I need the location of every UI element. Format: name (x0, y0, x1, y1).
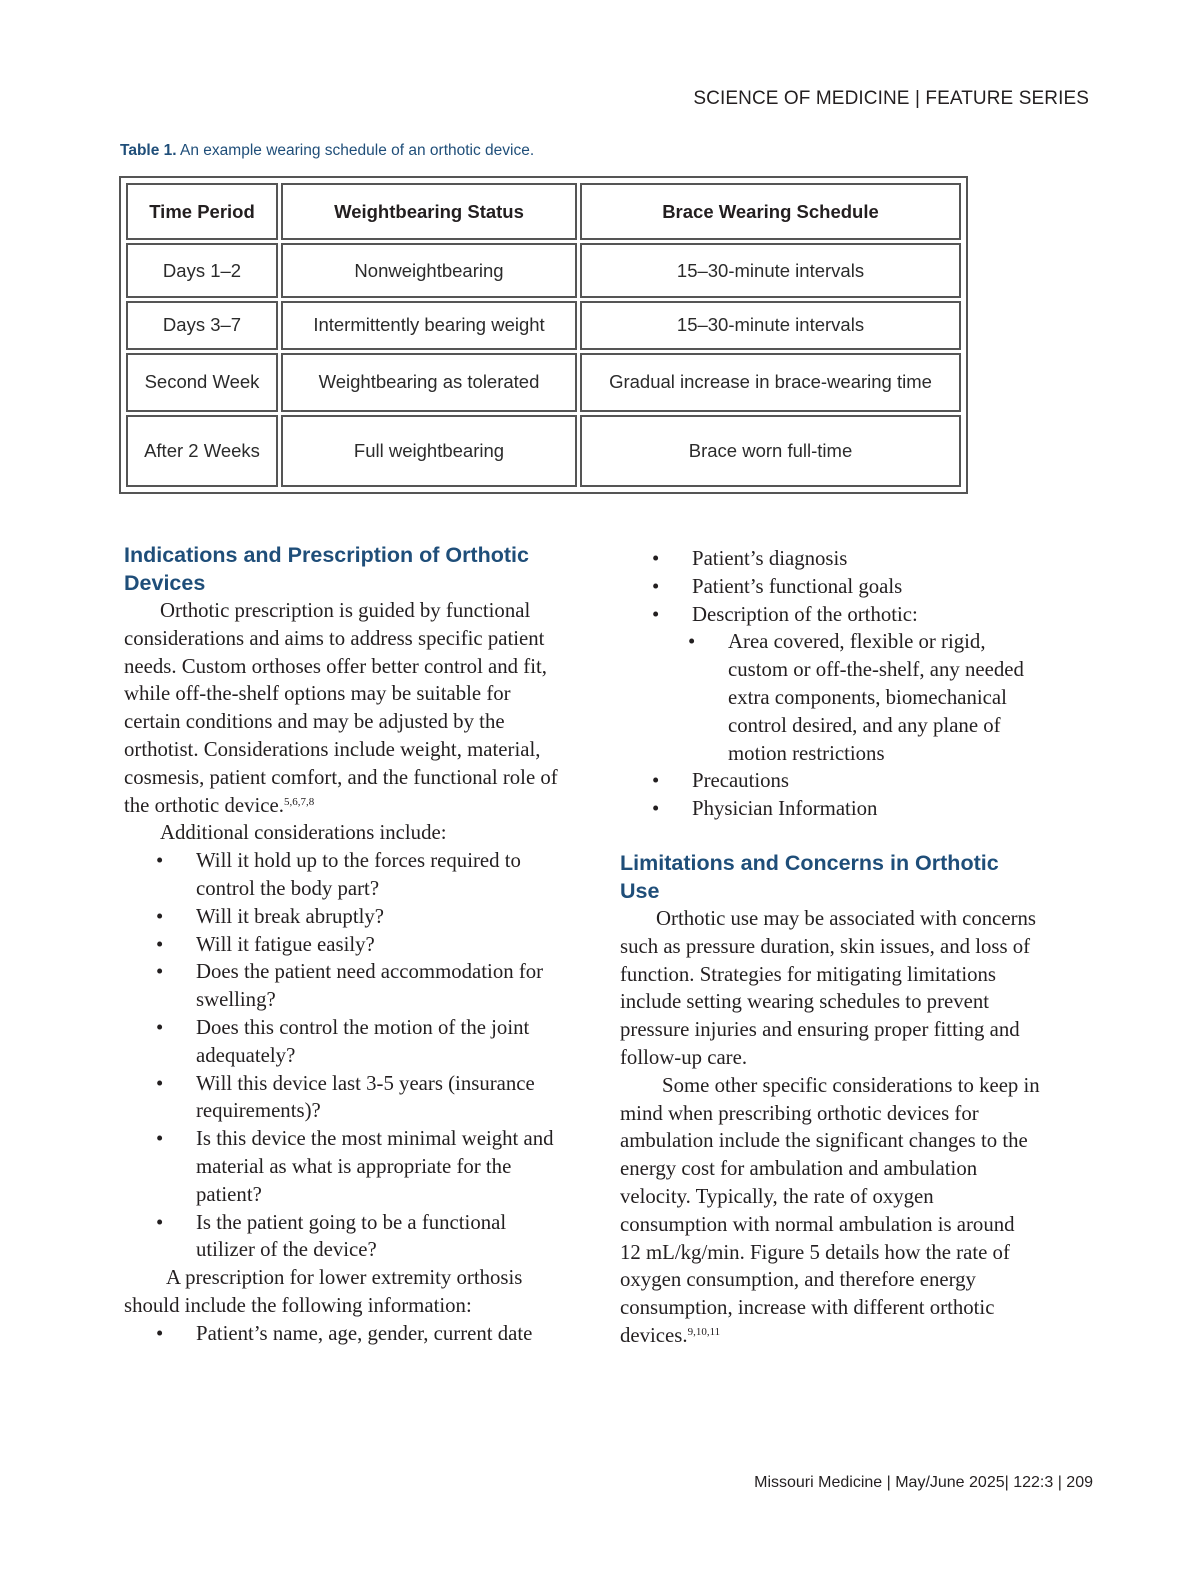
header-weightbearing-status: Weightbearing Status (281, 183, 577, 240)
paragraph (620, 1072, 1040, 1350)
table-cell: After 2 Weeks (126, 415, 278, 487)
table-cell: Brace worn full-time (580, 415, 961, 487)
list-item: • Precautions (620, 767, 1040, 795)
table-row (126, 301, 961, 350)
table-cell: Full weightbearing (281, 415, 577, 487)
list-item: • Does the patient need accommodation for swelling? (124, 958, 564, 1014)
list-item: • Will it fatigue easily? (124, 931, 564, 959)
header-brace-schedule: Brace Wearing Schedule (580, 183, 961, 240)
paragraph (124, 597, 564, 819)
left-column (124, 541, 564, 1348)
list-item: • Patient’s name, age, gender, current date (124, 1320, 564, 1348)
wearing-schedule-table (119, 176, 968, 494)
section-heading-indications: Indications and Prescription of Orthotic Devices (124, 543, 529, 595)
list-item: • Description of the orthotic: (620, 601, 1040, 629)
spacer (620, 823, 1040, 849)
list-item: • Is the patient going to be a functional utilizer of the device? (124, 1209, 564, 1265)
paragraph: A prescription for lower extremity orthosis should include the following information: (124, 1266, 523, 1317)
list-item: • Patient’s diagnosis (620, 545, 1040, 573)
table-cell: 15–30-minute intervals (580, 301, 961, 350)
table-row (126, 415, 961, 487)
table-cell: Days 1–2 (126, 243, 278, 298)
prescription-list (124, 1320, 564, 1348)
section-heading-limitations: Limitations and Concerns in Orthotic Use (620, 850, 999, 903)
list-item: • Will it break abruptly? (124, 903, 564, 931)
table-row (126, 353, 961, 412)
table-cell: Nonweightbearing (281, 243, 577, 298)
list-item: • Does this control the motion of the joint adequately? (124, 1014, 564, 1070)
table-cell: 15–30-minute intervals (580, 243, 961, 298)
right-column (620, 545, 1040, 1350)
list-item: • Physician Information (620, 795, 1040, 823)
table-row (126, 243, 961, 298)
reference-superscript: 5,6,7,8 (283, 795, 315, 808)
considerations-list (124, 847, 564, 1264)
table-cell: Intermittently bearing weight (281, 301, 577, 350)
table-header-row (126, 183, 961, 240)
table-cell: Weightbearing as tolerated (281, 353, 577, 412)
table-cell: Second Week (126, 353, 278, 412)
running-header: SCIENCE OF MEDICINE | FEATURE SERIES (693, 88, 1089, 109)
paragraph-text: Orthotic prescription is guided by functional considerations and aims to address specific patient needs. Custom orthoses offer better control and fit, while off-the-shelf options may be suitable for certain conditions and may be adjusted by the orthotist. Considerations include weight, material, cosmesis, patient comfort, and the functional role of the orthotic device. (124, 599, 558, 817)
paragraph-text: Some other specific considerations to keep in mind when prescribing orthotic devices for ambulation include the significant changes to the energy cost for ambulation and ambulation velocity. Typically, the rate of oxygen consumption with normal ambulation is around 12 mL/kg/min. Figure 5 details how the rate of oxygen consumption, and therefore energy consumption, increase with different orthotic devices. (620, 1073, 1040, 1347)
table-caption-text: An example wearing schedule of an orthotic device. (180, 142, 535, 159)
orthotic-description-sublist (620, 628, 1040, 767)
table-caption (120, 142, 534, 160)
list-item: • Patient’s functional goals (620, 573, 1040, 601)
list-item: • Will it hold up to the forces required to control the body part? (124, 847, 564, 903)
prescription-list-end (620, 767, 1040, 823)
paragraph: Orthotic use may be associated with concerns such as pressure duration, skin issues, and loss of function. Strategies for mitigating limitations include setting wearing schedules to prevent pressure injuries and ensuring proper fitting and follow-up care. (620, 906, 1037, 1069)
list-item: • Is this device the most minimal weight and material as what is appropriate for the patient? (124, 1125, 564, 1208)
table-caption-label: Table 1. (120, 142, 177, 159)
reference-superscript: 9,10,11 (687, 1325, 721, 1338)
prescription-list-continued (620, 545, 1040, 628)
page-footer: Missouri Medicine | May/June 2025| 122:3 | 209 (754, 1474, 1093, 1491)
header-time-period: Time Period (126, 183, 278, 240)
list-item: • Area covered, flexible or rigid, custom or off-the-shelf, any needed extra components, biomechanical control desired, and any plane of motion restrictions (620, 628, 1040, 767)
table-cell: Days 3–7 (126, 301, 278, 350)
paragraph: Additional considerations include: (160, 821, 447, 845)
table-cell: Gradual increase in brace-wearing time (580, 353, 961, 412)
list-item: • Will this device last 3-5 years (insurance requirements)? (124, 1070, 564, 1126)
